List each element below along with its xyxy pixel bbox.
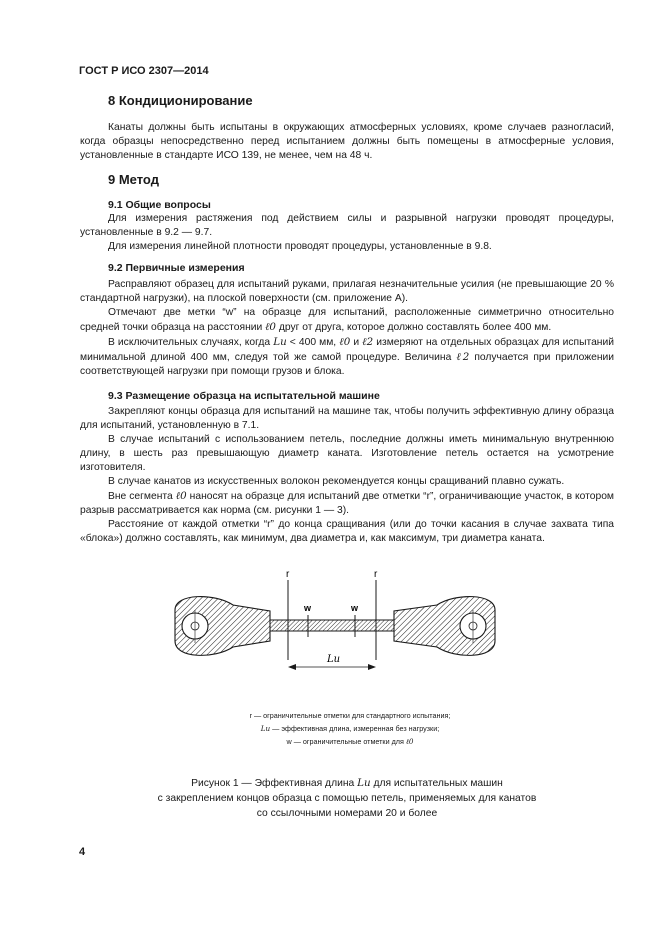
caption-line-3: со ссылочными номерами 20 и более — [256, 808, 438, 819]
section-9-1-paragraph-2: Для измерения линейной плотности проводят процедуры, установленные в 9.8. — [108, 241, 492, 252]
legend-lu-text: — эффективная длина, измеренная без нагрузки; — [270, 724, 440, 733]
figure-1-rope-loop-diagram — [155, 565, 515, 675]
left-loop — [175, 597, 270, 656]
p3-text-a: В исключительных случаях, когда — [108, 337, 274, 348]
section-9-3-paragraph-5: Расстояние от каждой отметки “r” до конца сращивания (или до точки касания в случае захвата типа «блока») должно составлять, как минимум, два диаметра и, как максимум, три диаметра каната. — [80, 519, 614, 545]
section-9-2-title: 9.2 Первичные измерения — [108, 262, 245, 274]
section-8-title: 8 Кондиционирование — [108, 93, 253, 108]
section-8-paragraph: Канаты должны быть испытаны в окружающих атмосферных условиях, кроме случаев разногласий, когда образцы непосредственно перед испытанием должны быть помещены в атмосферные условия, установленные в стандарте ИСО 139, не менее, чем на 48 ч. — [80, 122, 614, 162]
lu-arrow-right — [368, 664, 376, 670]
section-9-3-paragraph-3: В случае канатов из искусственных волокон рекомендуется концы сращиваний плавно сужать. — [108, 476, 565, 487]
section-9-1-title: 9.1 Общие вопросы — [108, 199, 211, 211]
p3-text-b: < 400 мм, — [286, 337, 340, 348]
section-9-3-paragraph-4 — [80, 489, 614, 518]
section-9-2-paragraph-1: Расправляют образец для испытаний руками, прилагая незначительные усилия (не превышающие 20 % стандартной нагрузки), на плоской поверхности (см. приложение А). — [80, 279, 614, 305]
p2-text-b: друг от друга, которое должно составлять более 400 мм. — [275, 322, 552, 334]
l0-symbol: ℓ0 — [175, 490, 187, 502]
rope-segment — [270, 620, 394, 631]
p2-text-a: Отмечают две метки “w” на образце для испытаний, расположенные симметрично относительно средней точки образца на расстоянии — [80, 307, 614, 334]
lu-arrow-left — [288, 664, 296, 670]
caption-line-1 — [80, 776, 614, 791]
l0-symbol: ℓ0 — [339, 336, 351, 348]
p3-text-d: измеряют на отдельных образцах для испытаний минимальной длиной 400 мм, следуя той же самой процедуре. Величина — [80, 337, 614, 364]
legend-w — [200, 735, 500, 748]
l2-symbol: ℓ2 — [362, 336, 374, 348]
legend-w-text: w — ограничительные отметки для — [286, 737, 406, 746]
p4-text-b: наносят на образце для испытаний две отметки “r”, ограничивающие участок, в котором разрыв рассматривается как норма (см. рисунки 1 — 3). — [80, 491, 614, 517]
section-9-3-title: 9.3 Размещение образца на испытательной машине — [108, 390, 380, 402]
page-header: ГОСТ Р ИСО 2307—2014 — [79, 65, 209, 77]
r-mark-label-left: r — [286, 569, 290, 580]
l0-symbol: ℓ0 — [265, 321, 276, 334]
section-9-2-paragraph-2 — [80, 306, 614, 335]
lu-symbol: Lu — [260, 724, 271, 733]
section-9-2-paragraph-3 — [80, 335, 614, 380]
figure-legend — [200, 709, 500, 748]
p3-text-c: и — [350, 337, 363, 348]
caption-line-2: с закреплением концов образца с помощью петель, применяемых для канатов — [157, 793, 537, 804]
lu-symbol: Lu — [273, 336, 287, 348]
section-9-1-paragraph-1: Для измерения растяжения под действием силы и разрывной нагрузки проводят процедуры, установленные в 9.2 — 9.7. — [80, 213, 614, 239]
w-mark-label-left: w — [304, 603, 312, 613]
section-9-title: 9 Метод — [108, 172, 159, 187]
section-9-3-paragraph-2: В случае испытаний с использованием петель, последние должны иметь минимальную внутреннюю длину, в шесть раз превышающую диаметр каната. Изготовление петель остается на усмотрение изготовителя. — [80, 434, 614, 474]
r-mark-label-right: r — [374, 569, 378, 580]
lu-dimension-label: Lu — [327, 654, 341, 665]
p3-text-e: получается при приложении соответствующей нагрузки при помощи грузов и блока. — [80, 352, 615, 378]
section-9-3-paragraph-1: Закрепляют концы образца для испытаний на машине так, чтобы получить эффективную длину образца для испытаний, установленную в 7.1. — [80, 406, 614, 432]
legend-r: r — ограничительные отметки для стандартного испытания; — [249, 711, 451, 720]
w-mark-label-right: w — [351, 603, 359, 613]
l0-symbol: ℓ0 — [405, 737, 414, 746]
p4-text-a: Вне сегмента — [108, 491, 176, 502]
l2-symbol: ℓ2 — [456, 351, 470, 364]
right-loop — [394, 597, 495, 656]
legend-lu — [200, 722, 500, 735]
lu-symbol: Lu — [357, 777, 371, 789]
figure-1-caption — [80, 776, 614, 821]
caption-line-1-text-a: Рисунок 1 — Эффективная длина — [191, 778, 358, 789]
caption-line-1-text-b: для испытательных машин — [370, 778, 503, 789]
page-number: 4 — [79, 846, 86, 858]
